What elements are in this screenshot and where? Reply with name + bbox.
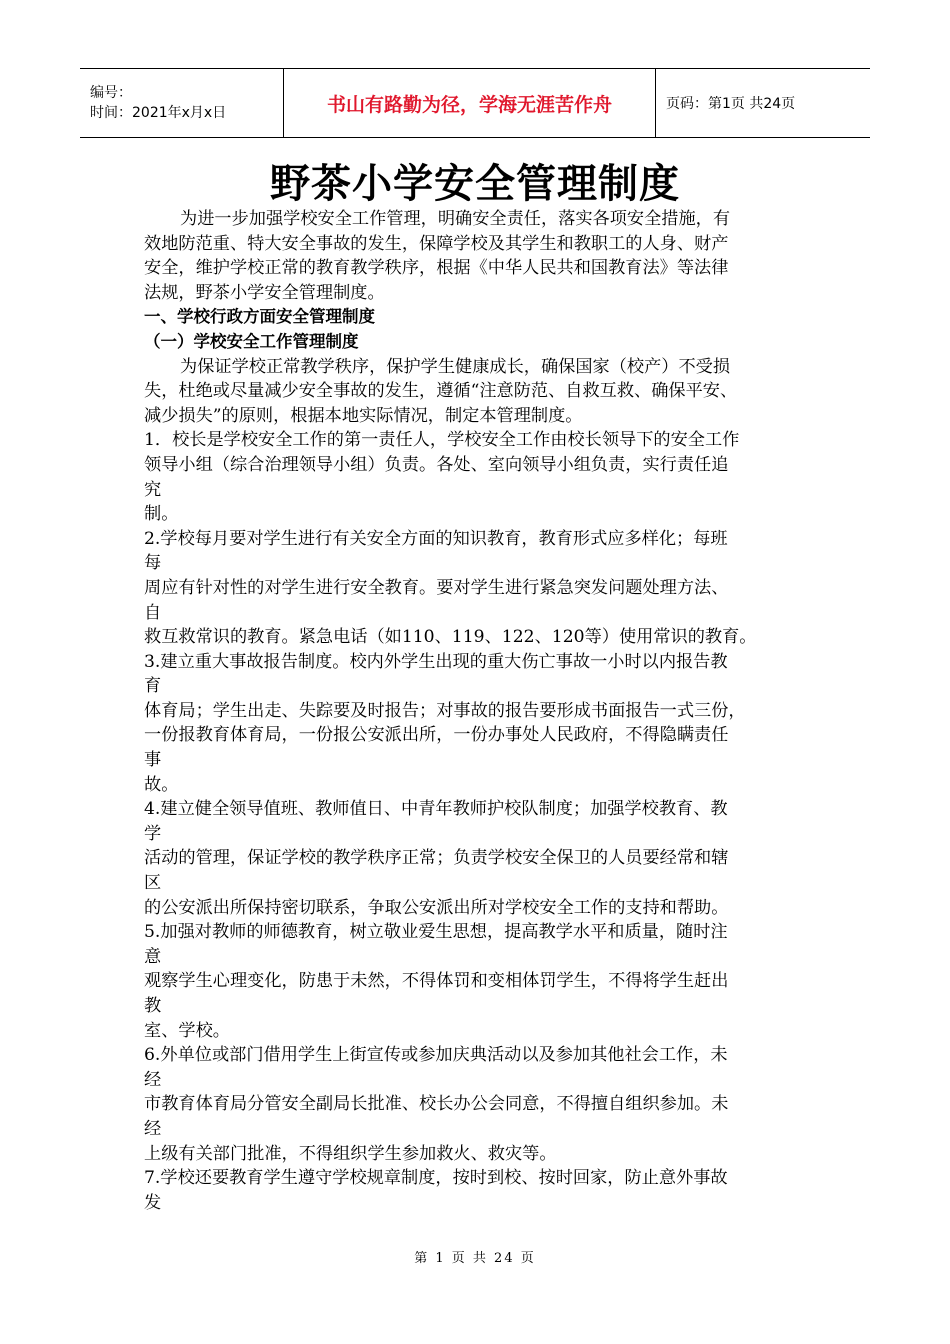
document-title: 野茶小学安全管理制度 bbox=[270, 160, 680, 207]
body-line: 究 bbox=[144, 479, 162, 500]
section-heading: （一）学校安全工作管理制度 bbox=[144, 331, 359, 351]
body-line: 故。 bbox=[144, 774, 179, 795]
body-line: 失，杜绝或尽量减少安全事故的发生，遵循“注意防范、自救互救、确保平安、 bbox=[144, 381, 738, 402]
body-line: 自 bbox=[144, 602, 162, 623]
body-line: 为进一步加强学校安全工作管理，明确安全责任，落实各项安全措施，有 bbox=[180, 209, 731, 229]
document-time: 时间：2021年x月x日 bbox=[90, 105, 227, 121]
body-line: 室、学校。 bbox=[144, 1020, 230, 1041]
body-line: 的公安派出所保持密切联系，争取公安派出所对学校安全工作的支持和帮助。 bbox=[144, 897, 729, 918]
body-line: 体育局；学生出走、失踪要及时报告；对事故的报告要形成书面报告一式三份， bbox=[144, 700, 746, 721]
body-line: 意 bbox=[144, 946, 162, 967]
page-info: 页码：第1页 共24页 bbox=[666, 96, 796, 112]
body-line: 每 bbox=[144, 553, 162, 574]
header-motto-cell bbox=[284, 69, 656, 137]
body-line: 观察学生心理变化，防患于未然，不得体罚和变相体罚学生，不得将学生赶出 bbox=[144, 971, 729, 992]
body-line: 事 bbox=[144, 750, 162, 771]
body-line: 领导小组（综合治理领导小组）负责。各处、室向领导小组负责，实行责任追 bbox=[144, 454, 729, 475]
document-number: 编号： bbox=[90, 85, 132, 101]
body-line: 一份报教育体育局，一份报公安派出所，一份办事处人民政府，不得隐瞒责任 bbox=[144, 725, 729, 746]
body-line: 4.建立健全领导值班、教师值日、中青年教师护校队制度；加强学校教育、教 bbox=[144, 799, 728, 820]
motto: 书山有路勤为径，学海无涯苦作舟 bbox=[326, 93, 612, 116]
body-line: 教 bbox=[144, 996, 162, 1016]
body-line: 活动的管理，保证学校的教学秩序正常；负责学校安全保卫的人员要经常和辖 bbox=[144, 848, 729, 869]
body-line: 发 bbox=[144, 1192, 162, 1213]
page-footer: 第 1 页 共 24 页 bbox=[414, 1251, 536, 1266]
section-heading: 一、学校行政方面安全管理制度 bbox=[144, 307, 375, 327]
body-line: 周应有针对性的对学生进行安全教育。要对学生进行紧急突发问题处理方法、 bbox=[144, 577, 729, 598]
body-line: 救互救常识的教育。紧急电话（如110、119、122、120等）使用常识的教育。 bbox=[144, 627, 757, 648]
body-line: 制。 bbox=[144, 504, 179, 525]
header-table bbox=[80, 68, 870, 138]
body-line: 减少损失”的原则，根据本地实际情况，制定本管理制度。 bbox=[144, 405, 583, 426]
body-line: 区 bbox=[144, 873, 162, 894]
body-line: 上级有关部门批准，不得组织学生参加救火、救灾等。 bbox=[144, 1143, 557, 1164]
header-left-cell bbox=[80, 69, 284, 137]
body-line: 1．校长是学校安全工作的第一责任人，学校安全工作由校长领导下的安全工作 bbox=[144, 430, 740, 451]
body-line: 安全，维护学校正常的教育教学秩序，根据《中华人民共和国教育法》等法律 bbox=[144, 258, 729, 279]
body-line: 6.外单位或部门借用学生上街宣传或参加庆典活动以及参加其他社会工作，未 bbox=[144, 1045, 728, 1066]
body-line: 5.加强对教师的师德教育，树立敬业爱生思想，提高教学水平和质量，随时注 bbox=[144, 922, 728, 943]
body-line: 效地防范重、特大安全事故的发生，保障学校及其学生和教职工的人身、财产 bbox=[144, 233, 729, 254]
body-line: 经 bbox=[144, 1118, 162, 1139]
header-page-cell bbox=[656, 69, 870, 137]
body-line: 3.建立重大事故报告制度。校内外学生出现的重大伤亡事故一小时以内报告教 bbox=[144, 651, 728, 672]
body-line: 育 bbox=[144, 676, 162, 697]
body-line: 市教育体育局分管安全副局长批准、校长办公会同意，不得擅自组织参加。未 bbox=[144, 1094, 729, 1115]
body-line: 为保证学校正常教学秩序，保护学生健康成长，确保国家（校产）不受损 bbox=[180, 356, 731, 377]
body-line: 法规，野茶小学安全管理制度。 bbox=[144, 282, 385, 303]
body-line: 经 bbox=[144, 1069, 162, 1090]
document-body bbox=[144, 207, 824, 1215]
body-line: 学 bbox=[144, 823, 162, 844]
body-line: 7.学校还要教育学生遵守学校规章制度，按时到校、按时回家，防止意外事故 bbox=[144, 1168, 728, 1189]
body-line: 2.学校每月要对学生进行有关安全方面的知识教育，教育形式应多样化；每班 bbox=[144, 528, 728, 549]
